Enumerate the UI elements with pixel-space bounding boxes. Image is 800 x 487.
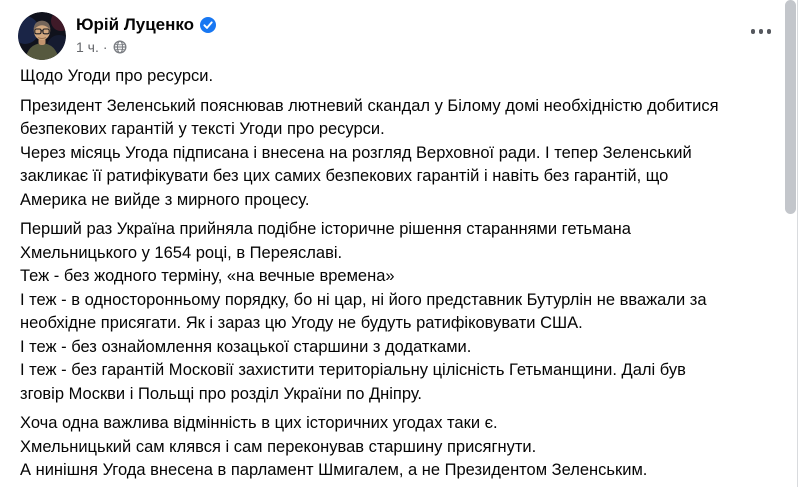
globe-icon — [113, 40, 127, 54]
post-line: Хоча одна важлива відмінність в цих історичних угодах таки є. — [20, 414, 498, 432]
meta-separator: · — [102, 39, 108, 55]
post-paragraph — [20, 218, 780, 406]
ellipsis-icon — [751, 29, 756, 34]
avatar-photo — [18, 12, 66, 60]
post-line: Щодо Угоди про ресурси. — [20, 67, 214, 85]
post-line: Перший раз Україна прийняла подібне історичне рішення стараннями гетьмана — [20, 220, 631, 238]
post-menu-button[interactable] — [747, 25, 776, 38]
post-line: безпекових гарантій у тексті Угоди про ресурси. — [20, 120, 385, 138]
post-paragraph — [20, 65, 780, 89]
window-right-edge — [797, 0, 798, 487]
post-line: Теж - без жодного терміну, «на вечные времена» — [20, 267, 395, 285]
post-header — [0, 0, 800, 60]
post-line: І теж - без ознайомлення козацької старшини з додатками. — [20, 337, 472, 356]
post-paragraph — [20, 95, 780, 213]
post-line: І теж - в односторонньому порядку, бо ні цар, ні його представник Бутурлін не вважали за — [20, 290, 707, 309]
post-meta-row — [76, 39, 740, 55]
post-line: І теж - без гарантій Московії захистити територіальну цілісність Гетьманщини. Далі був — [20, 361, 686, 379]
post-line: Президент Зеленський пояснював лютневий скандал у Білому домі необхідністю добитися — [20, 96, 719, 115]
author-name[interactable]: Юрій Луценко — [76, 15, 195, 34]
post-line: Через місяць Угода підписана і внесена на розгляд Верховної ради. І тепер Зеленський — [20, 143, 692, 162]
verified-badge-icon — [200, 17, 216, 33]
post-line: зговір Москви і Польщі про розділ України по Дніпру. — [20, 384, 423, 403]
post-body-text — [0, 60, 800, 483]
post-line: Хмельницький сам клявся і сам переконував старшину присягнути. — [20, 437, 537, 456]
post-paragraph — [20, 412, 780, 483]
post-line: А нинішня Угода внесена в парламент Шмигалем, а не Президентом Зеленським. — [20, 461, 648, 479]
post-line: закликає її ратифікувати без цих самих безпекових гарантій і навіть без гарантій, що — [20, 167, 669, 185]
ellipsis-icon — [759, 29, 764, 34]
avatar[interactable] — [18, 12, 66, 60]
post-line: Америка не вийде з мирного процесу. — [20, 190, 310, 209]
post-header-text — [76, 12, 740, 55]
timestamp[interactable]: 1 ч. — [76, 39, 99, 55]
post-line: необхідне присягати. Як і зараз цю Угоду не будуть ратифіковувати США. — [20, 314, 583, 332]
scrollbar-thumb[interactable] — [785, 0, 796, 214]
author-name-row — [76, 12, 740, 35]
ellipsis-icon — [767, 29, 772, 34]
post-line: Хмельницького у 1654 році, в Переяславі. — [20, 243, 343, 262]
